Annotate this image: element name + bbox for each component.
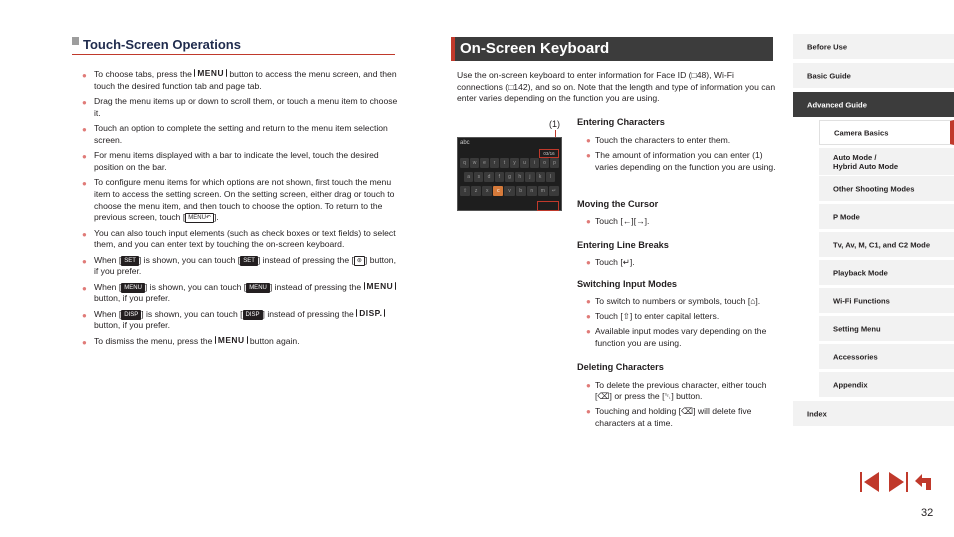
nav-auto-mode[interactable]: Auto Mode / Hybrid Auto Mode (819, 148, 954, 175)
touch-ops-list (80, 69, 398, 351)
list-item: ● Touch [↵]. (586, 256, 635, 267)
key: m (538, 186, 548, 196)
list-item: ● When [ MENU ] is shown, you can touch [ MENU ] instead of pressing the MENU button, if you prefer. (80, 282, 398, 305)
nav-wifi-functions[interactable]: Wi-Fi Functions (819, 288, 954, 313)
subsection-title: Moving the Cursor (577, 199, 659, 210)
bullet-list (577, 216, 777, 228)
list-item: ● To configure menu items for which options are not shown, first touch the menu item to access the setting screen. On the setting screen, either drag or touch to choose the menu item, and then touch to choose the option. To return to the previous screen, touch [ MENU↶ ]. (82, 177, 395, 223)
keyboard-ok-highlight (537, 201, 559, 211)
section-marker (72, 37, 79, 45)
nav-playback-mode[interactable]: Playback Mode (819, 260, 954, 285)
key: f (495, 172, 504, 182)
subsection-title: Deleting Characters (577, 361, 664, 372)
return-icon[interactable] (912, 472, 934, 492)
key: w (470, 158, 479, 168)
key: a (464, 172, 473, 182)
list-item: ● To dismiss the menu, press the MENU button again. (82, 334, 300, 347)
nav-camera-basics[interactable]: Camera Basics (819, 120, 954, 145)
list-item: ● Drag the menu items up or down to scroll them, or touch a menu item to choose it. (82, 96, 398, 118)
char-count: 03/16 (539, 149, 559, 158)
list-item: ● When [ SET ] is shown, you can touch [ SET ] instead of pressing the [ ⊛ ] button, if you prefer. (82, 254, 396, 277)
page-number: 32 (921, 507, 934, 519)
nav-p-mode[interactable]: P Mode (819, 204, 954, 229)
list-item: ● To choose tabs, press the MENU button to access the menu screen, and then touch the desired function tab and page tab. (82, 68, 397, 91)
key: p (550, 158, 559, 168)
key: v (504, 186, 514, 196)
previous-page-icon[interactable] (859, 472, 881, 492)
key: i (530, 158, 539, 168)
key: c (493, 186, 503, 196)
keyboard-illustration (457, 137, 562, 211)
list-item: ● To switch to numbers or symbols, touch [⌂]. (586, 296, 761, 307)
callout-label: (1) (549, 119, 560, 129)
key: b (516, 186, 526, 196)
bullet-list (577, 135, 777, 173)
page-title: On-Screen Keyboard (460, 40, 610, 57)
key: k (536, 172, 545, 182)
key: l (546, 172, 555, 182)
keyboard-input-text: abc (460, 140, 470, 146)
key: j (525, 172, 534, 182)
keyboard-row (460, 158, 559, 168)
bullet-list (577, 296, 777, 349)
key: t (500, 158, 509, 168)
key: e (480, 158, 489, 168)
subsection-title: Entering Characters (577, 117, 665, 127)
keyboard-instructions (577, 117, 777, 433)
key: o (540, 158, 549, 168)
next-page-icon[interactable] (887, 472, 909, 492)
list-item: ● Touch [←][→]. (586, 216, 650, 227)
list-item: ● To delete the previous character, either touch [⌫] or press the [␡] button. (586, 379, 767, 402)
bullet-list (577, 257, 777, 269)
key: x (482, 186, 492, 196)
intro-paragraph: Use the on-screen keyboard to enter information for Face ID (□48), Wi-Fi connections (□142), and so on. Note that the length and type of information you can enter varies depending on the function you are using. (457, 70, 776, 103)
subsection-title: Entering Line Breaks (577, 239, 669, 250)
list-item: ● Touching and holding [⌫] will delete five characters at a time. (586, 406, 752, 428)
list-item: ● The amount of information you can enter (1) varies depending on the function you are using. (586, 149, 776, 172)
key: g (505, 172, 514, 182)
nav-basic-guide[interactable]: Basic Guide (793, 63, 954, 88)
key: ⇧ (460, 186, 470, 196)
nav-accessories[interactable]: Accessories (819, 344, 954, 369)
key: ↵ (549, 186, 559, 196)
nav-appendix[interactable]: Appendix (819, 372, 954, 397)
list-item: ● Touch the characters to enter them. (586, 135, 731, 145)
nav-setting-menu[interactable]: Setting Menu (819, 316, 954, 341)
bullet-list (577, 380, 777, 430)
page-title-bar (451, 37, 773, 61)
section-rule (72, 54, 395, 55)
keyboard-row (460, 186, 559, 196)
list-item: ● For menu items displayed with a bar to indicate the level, touch the desired position on the bar. (82, 150, 379, 172)
nav-tv-av-m-mode[interactable]: Tv, Av, M, C1, and C2 Mode (819, 232, 954, 257)
key: s (474, 172, 483, 182)
key: d (484, 172, 493, 182)
key: h (515, 172, 524, 182)
nav-before-use[interactable]: Before Use (793, 34, 954, 59)
nav-advanced-guide[interactable]: Advanced Guide (793, 92, 954, 117)
nav-index[interactable]: Index (793, 401, 954, 426)
list-item: ● You can also touch input elements (such as check boxes or text fields) to select them, and you can enter text by touching the on-screen keyboard. (82, 227, 396, 250)
nav-other-shooting-modes[interactable]: Other Shooting Modes (819, 176, 954, 201)
key: y (510, 158, 519, 168)
list-item: ● Touch [⇧] to enter capital letters. (586, 311, 720, 322)
subsection-title: Switching Input Modes (577, 279, 678, 290)
list-item: ● Available input modes vary depending on the function you are using. (586, 326, 767, 348)
key: q (460, 158, 469, 168)
key: n (527, 186, 537, 196)
key: z (471, 186, 481, 196)
section-title: Touch-Screen Operations (83, 37, 241, 52)
list-item: ● Touch an option to complete the setting and return to the menu item selection screen. (82, 123, 388, 145)
list-item: ● When [ DISP ] is shown, you can touch [ DISP ] instead of pressing the DISP. button, if you prefer. (80, 309, 398, 332)
keyboard-row (464, 172, 555, 182)
key: u (520, 158, 529, 168)
key: r (490, 158, 499, 168)
